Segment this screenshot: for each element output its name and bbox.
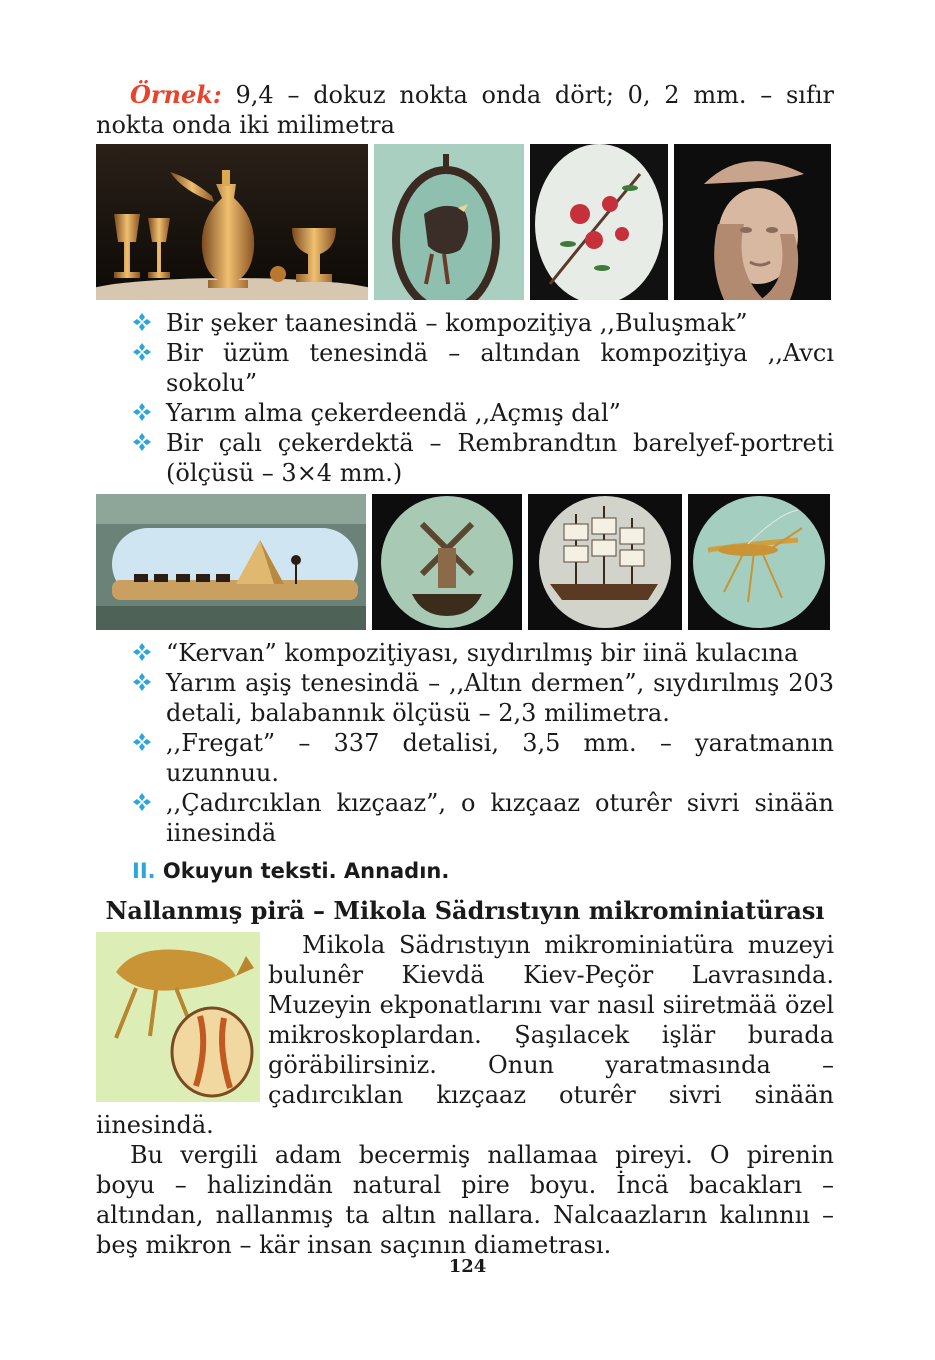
list-item-text: Bir üzüm tenesindä – altından kompoziţiya ,,Avcı sokolu” [166,339,834,397]
list-item-text: ,,Fregat” – 337 detalisi, 3,5 mm. – yaratmanın uzunnuu. [166,729,834,787]
task-text: Okuyun teksti. Annadın. [155,859,450,883]
bullet-list-2 [96,638,834,848]
task-instruction [132,856,834,886]
paragraph-1: Mikola Sädrıstıyın mikrominiatüra muzeyi bulunêr Kievdä Kiev-Peçör Lavrasında. Muzeyin ekponatlarını var nasıl siiretmää özel mikroskoplardan. Şaşılacek işlär burada göräbilirsiniz. Onun yaratmasında – çadırcıklan kızçaaz oturêr sivri sinään iinesindä. [96,931,834,1139]
photo-shod-flea [96,932,260,1102]
list-item [132,398,834,428]
photo-frigate-ship [528,494,682,630]
list-item-text: “Kervan” kompoziţiyası, sıydırılmış bir iinä kulacına [166,639,799,667]
photo-caravan-in-needle-eye [96,494,366,630]
photo-row-2 [96,494,834,630]
diamond-bullet-icon [132,312,152,332]
list-item-text: Bir şeker taanesindä – kompoziţiya ,,Buluşmak” [166,309,748,337]
bullet-list-1 [96,308,834,488]
list-item [132,788,834,848]
section-heading: Nallanmış pirä – Mikola Sädrıstıyın mikrominiatürası [105,896,825,925]
diamond-bullet-icon [132,342,152,362]
page-content [96,80,834,1260]
photo-golden-jug-and-cups [96,144,368,300]
list-item [132,728,834,788]
photo-falcon-in-grape-seed [374,144,524,300]
list-item [132,668,834,728]
photo-mosquito [688,494,830,630]
task-number: II. [132,859,156,883]
example-paragraph [96,80,834,140]
diamond-bullet-icon [132,672,152,692]
list-item-text: Yarım alma çekerdeendä ,,Açmış dal” [166,399,621,427]
list-item [132,308,834,338]
photo-blossom-branch-in-seed [530,144,668,300]
list-item [132,428,834,488]
photo-golden-windmill [372,494,522,630]
list-item-text: ,,Çadırcıklan kızçaaz”, o kızçaaz oturêr sivri sinään iinesindä [166,789,834,847]
photo-rembrandt-bas-relief [674,144,831,300]
diamond-bullet-icon [132,432,152,452]
example-label: Örnek: [130,80,222,109]
flea-text-block [96,930,834,1140]
example-text: 9,4 – dokuz nokta onda dört; 0, 2 mm. – sıfır nokta onda iki milimetra [96,81,834,139]
list-item [132,338,834,398]
diamond-bullet-icon [132,402,152,422]
paragraph-2: Bu vergili adam becermiş nallamaa pireyi. O pirenin boyu – halizindän natural pire boyu. İncä bacakları – altından, nallanmış ta altın nallara. Nalcaazların kalınnıı – beş mikron – kär insan saçının diametrası. [96,1141,834,1259]
photo-row-1 [96,144,834,300]
diamond-bullet-icon [132,792,152,812]
list-item-text: Yarım aşiş tenesindä – ,,Altın dermen”, sıydırılmış 203 detali, balabannık ölçüsü – 2,3 milimetra. [166,669,834,727]
diamond-bullet-icon [132,732,152,752]
diamond-bullet-icon [132,642,152,662]
page-number: 124 [448,1256,487,1277]
list-item [132,638,834,668]
list-item-text: Bir çalı çekerdektä – Rembrandtın barelyef-portreti (ölçüsü – 3×4 mm.) [166,429,834,487]
